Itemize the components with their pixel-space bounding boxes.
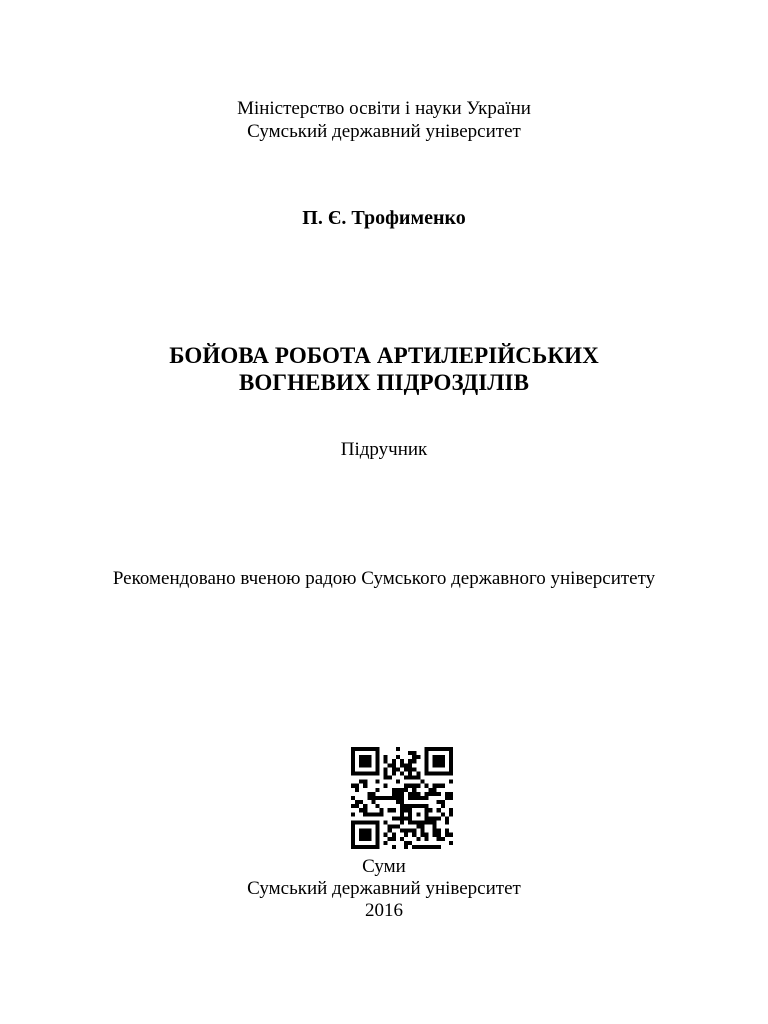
book-title-line-2: ВОГНЕВИХ ПІДРОЗДІЛІВ xyxy=(238,370,530,395)
ministry-name: Міністерство освіти і науки України xyxy=(237,98,531,119)
publisher-name: Сумський державний університет xyxy=(247,878,521,899)
recommendation-note: Рекомендовано вченою радою Сумського державного університету xyxy=(112,568,656,589)
document-type: Підручник xyxy=(340,439,428,460)
publication-year: 2016 xyxy=(365,900,403,921)
city-name: Суми xyxy=(362,856,406,877)
university-name: Сумський державний університет xyxy=(247,121,521,142)
book-title-line-1: БОЙОВА РОБОТА АРТИЛЕРІЙСЬКИХ xyxy=(169,343,599,368)
qr-code-icon xyxy=(351,747,453,849)
author-name: П. Є. Трофименко xyxy=(302,207,466,229)
